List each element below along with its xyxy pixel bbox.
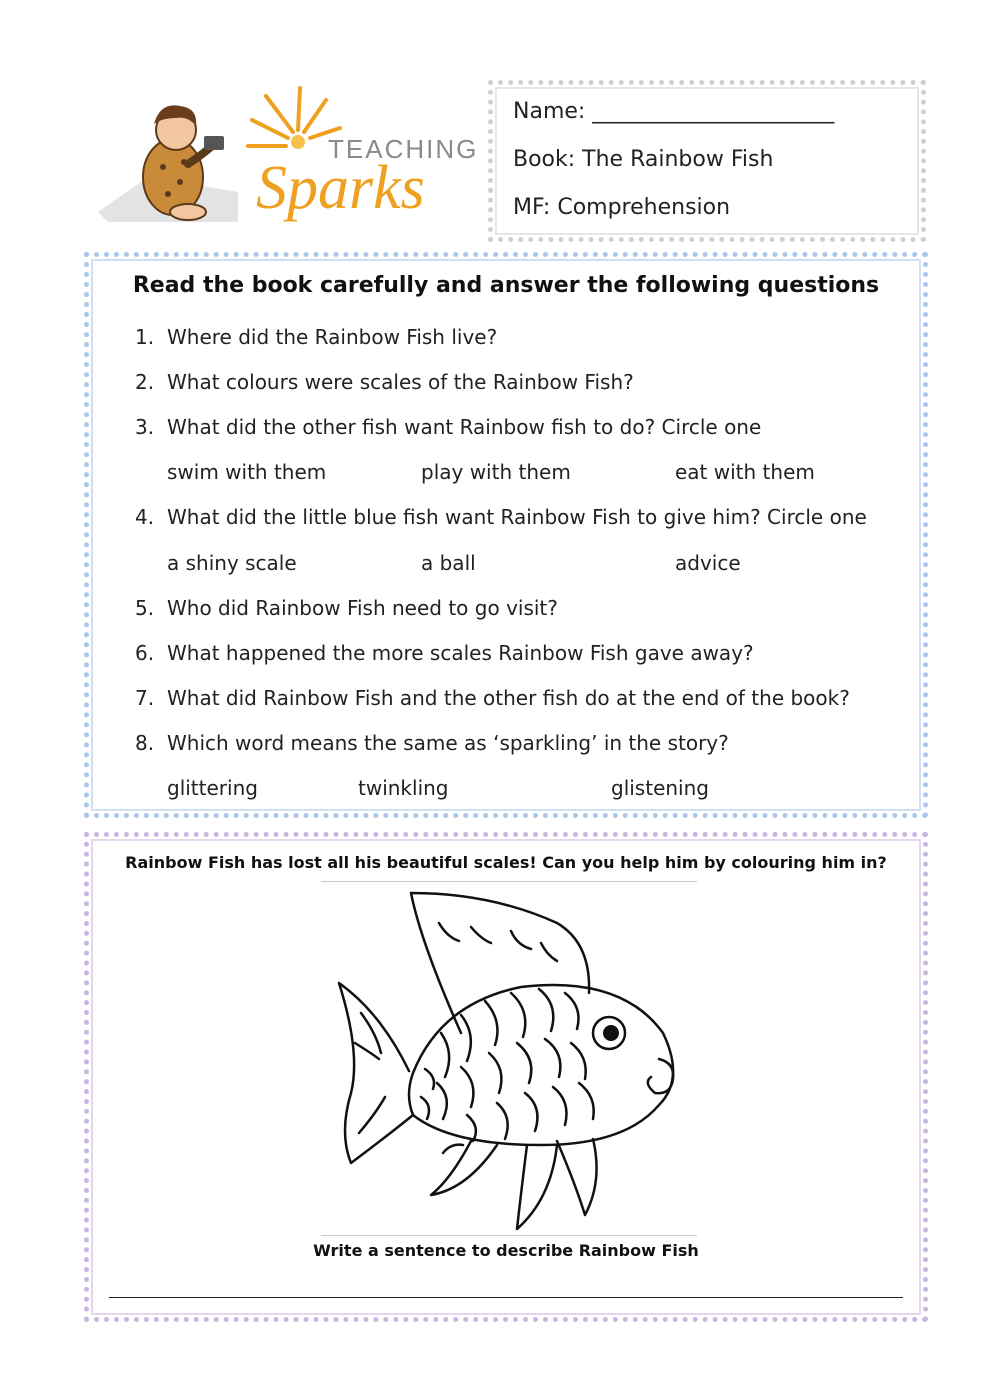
q8-option-glistening[interactable]: glistening (611, 776, 709, 800)
q3-option-swim[interactable]: swim with them (167, 460, 327, 484)
q4-option-advice[interactable]: advice (675, 551, 741, 575)
divider (321, 881, 697, 882)
question-4: 4. What did the little blue fish want Rainbow Fish to give him? Circle one (135, 505, 867, 529)
questions-section (84, 252, 928, 818)
question-3: 3. What did the other fish want Rainbow fish to do? Circle one (135, 415, 762, 439)
q3-option-eat[interactable]: eat with them (675, 460, 815, 484)
question-2: 2. What colours were scales of the Rainbow Fish? (135, 370, 634, 394)
book-title: Book: The Rainbow Fish (513, 147, 774, 172)
write-sentence-prompt: Write a sentence to describe Rainbow Fish (313, 1241, 699, 1260)
logo-sparks-text: Sparks (256, 154, 425, 222)
student-info-box (488, 80, 926, 242)
answer-line[interactable] (109, 1297, 903, 1298)
q3-option-play[interactable]: play with them (421, 460, 571, 484)
question-1: 1. Where did the Rainbow Fish live? (135, 325, 498, 349)
questions-heading: Read the book carefully and answer the following questions (132, 273, 880, 298)
question-5: 5. Who did Rainbow Fish need to go visit? (135, 596, 558, 620)
question-7: 7. What did Rainbow Fish and the other fish do at the end of the book? (135, 686, 850, 710)
question-8: 8. Which word means the same as ‘sparkling’ in the story? (135, 731, 729, 755)
rainbow-fish-drawing[interactable] (321, 883, 697, 1235)
question-6: 6. What happened the more scales Rainbow Fish gave away? (135, 641, 754, 665)
logo-teaching-text: TEACHING (328, 134, 478, 164)
q8-option-glittering[interactable]: glittering (167, 776, 258, 800)
colouring-section (84, 832, 928, 1322)
q4-option-ball[interactable]: a ball (421, 551, 476, 575)
q8-option-twinkling[interactable]: twinkling (358, 776, 449, 800)
q4-option-scale[interactable]: a shiny scale (167, 551, 297, 575)
name-field-label[interactable]: Name: ______________________ (513, 99, 835, 124)
divider (321, 1235, 697, 1236)
mf-label: MF: Comprehension (513, 195, 731, 220)
colouring-instructions: Rainbow Fish has lost all his beautiful scales! Can you help him by colouring him in? (125, 853, 887, 872)
teaching-sparks-logo (88, 82, 478, 232)
